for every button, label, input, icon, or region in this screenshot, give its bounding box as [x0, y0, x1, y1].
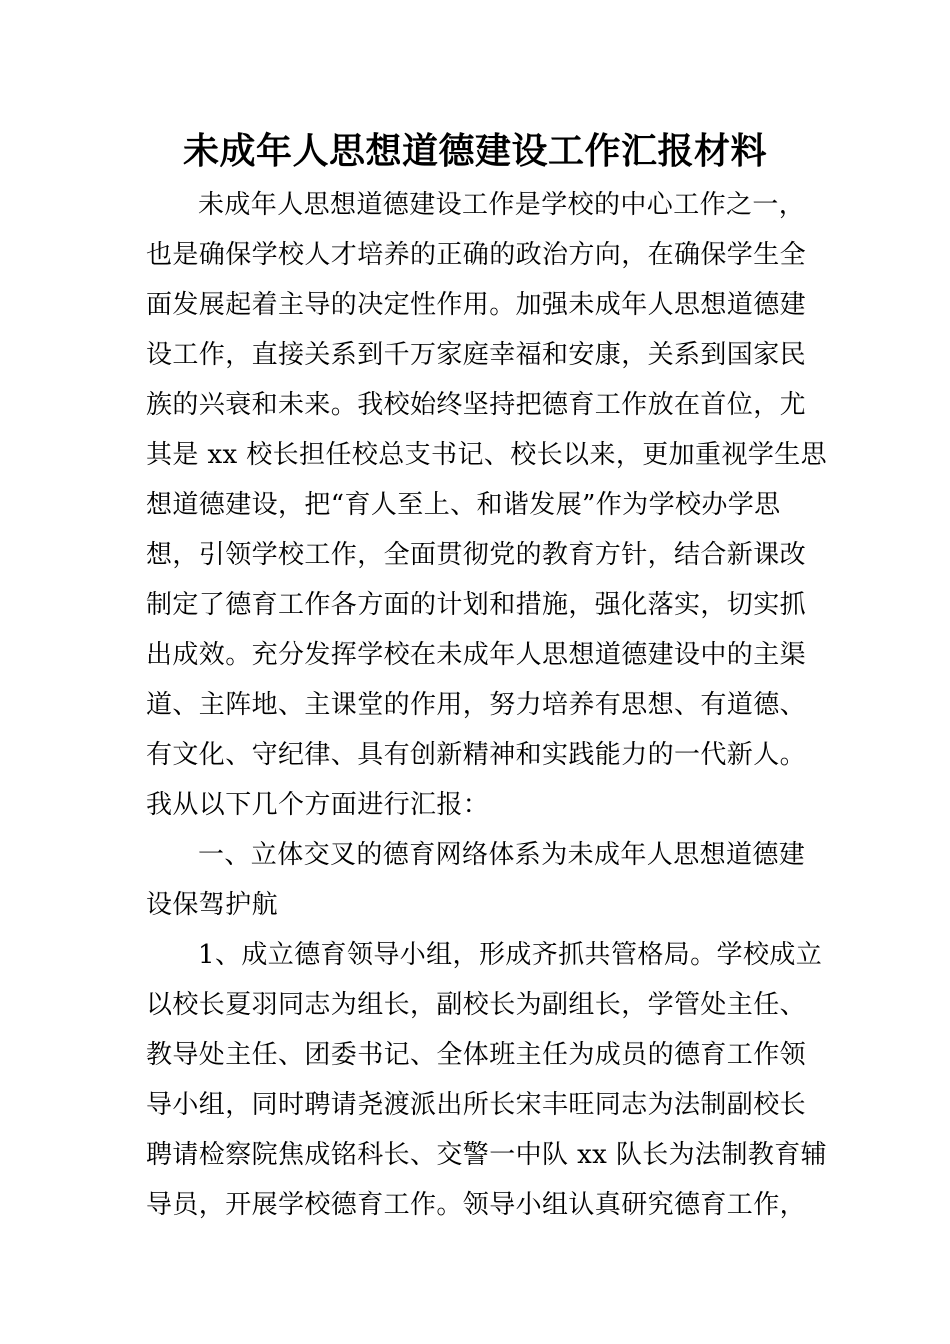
paragraph-line: 未成年人思想道德建设工作是学校的中心工作之一， — [198, 190, 806, 220]
paragraph-line: 道、主阵地、主课堂的作用，努力培养有思想、有道德、 — [146, 690, 807, 720]
paragraph-line: 想，引领学校工作，全面贯彻党的教育方针，结合新课改 — [146, 540, 807, 570]
document-title: 未成年人思想道德建设工作汇报材料 — [182, 131, 767, 172]
section-heading-line: 一、立体交叉的德育网络体系为未成年人思想道德建 — [198, 840, 806, 870]
paragraph-line: 想道德建设，把“育人至上、和谐发展”作为学校办学思 — [146, 490, 781, 520]
paragraph-line: 1、成立德育领导小组，形成齐抓共管格局。学校成立 — [198, 940, 823, 970]
paragraph-line: 有文化、守纪律、具有创新精神和实践能力的一代新人。 — [146, 740, 807, 770]
paragraph-line: 设工作，直接关系到千万家庭幸福和安康，关系到国家民 — [146, 340, 807, 370]
paragraph-line: 以校长夏羽同志为组长，副校长为副组长，学管处主任、 — [146, 990, 807, 1020]
paragraph-line: 面发展起着主导的决定性作用。加强未成年人思想道德建 — [146, 290, 807, 320]
paragraph-line: 族的兴衰和未来。我校始终坚持把德育工作放在首位，尤 — [146, 390, 807, 420]
paragraph-line: 也是确保学校人才培养的正确的政治方向，在确保学生全 — [146, 240, 807, 270]
paragraph-line: 出成效。充分发挥学校在未成年人思想道德建设中的主渠 — [146, 640, 807, 670]
paragraph-line: 导员，开展学校德育工作。领导小组认真研究德育工作， — [146, 1190, 807, 1220]
paragraph-line: 教导处主任、团委书记、全体班主任为成员的德育工作领 — [146, 1040, 807, 1070]
paragraph-line: 其是 xx 校长担任校总支书记、校长以来，更加重视学生思 — [146, 440, 828, 470]
paragraph-line: 制定了德育工作各方面的计划和措施，强化落实，切实抓 — [146, 590, 807, 620]
section-heading-line: 设保驾护航 — [146, 890, 279, 920]
paragraph-line: 聘请检察院焦成铭科长、交警一中队 xx 队长为法制教育辅 — [146, 1140, 828, 1170]
paragraph-line: 我从以下几个方面进行汇报： — [146, 790, 490, 820]
paragraph-line: 导小组，同时聘请尧渡派出所长宋丰旺同志为法制副校长 — [146, 1090, 807, 1120]
